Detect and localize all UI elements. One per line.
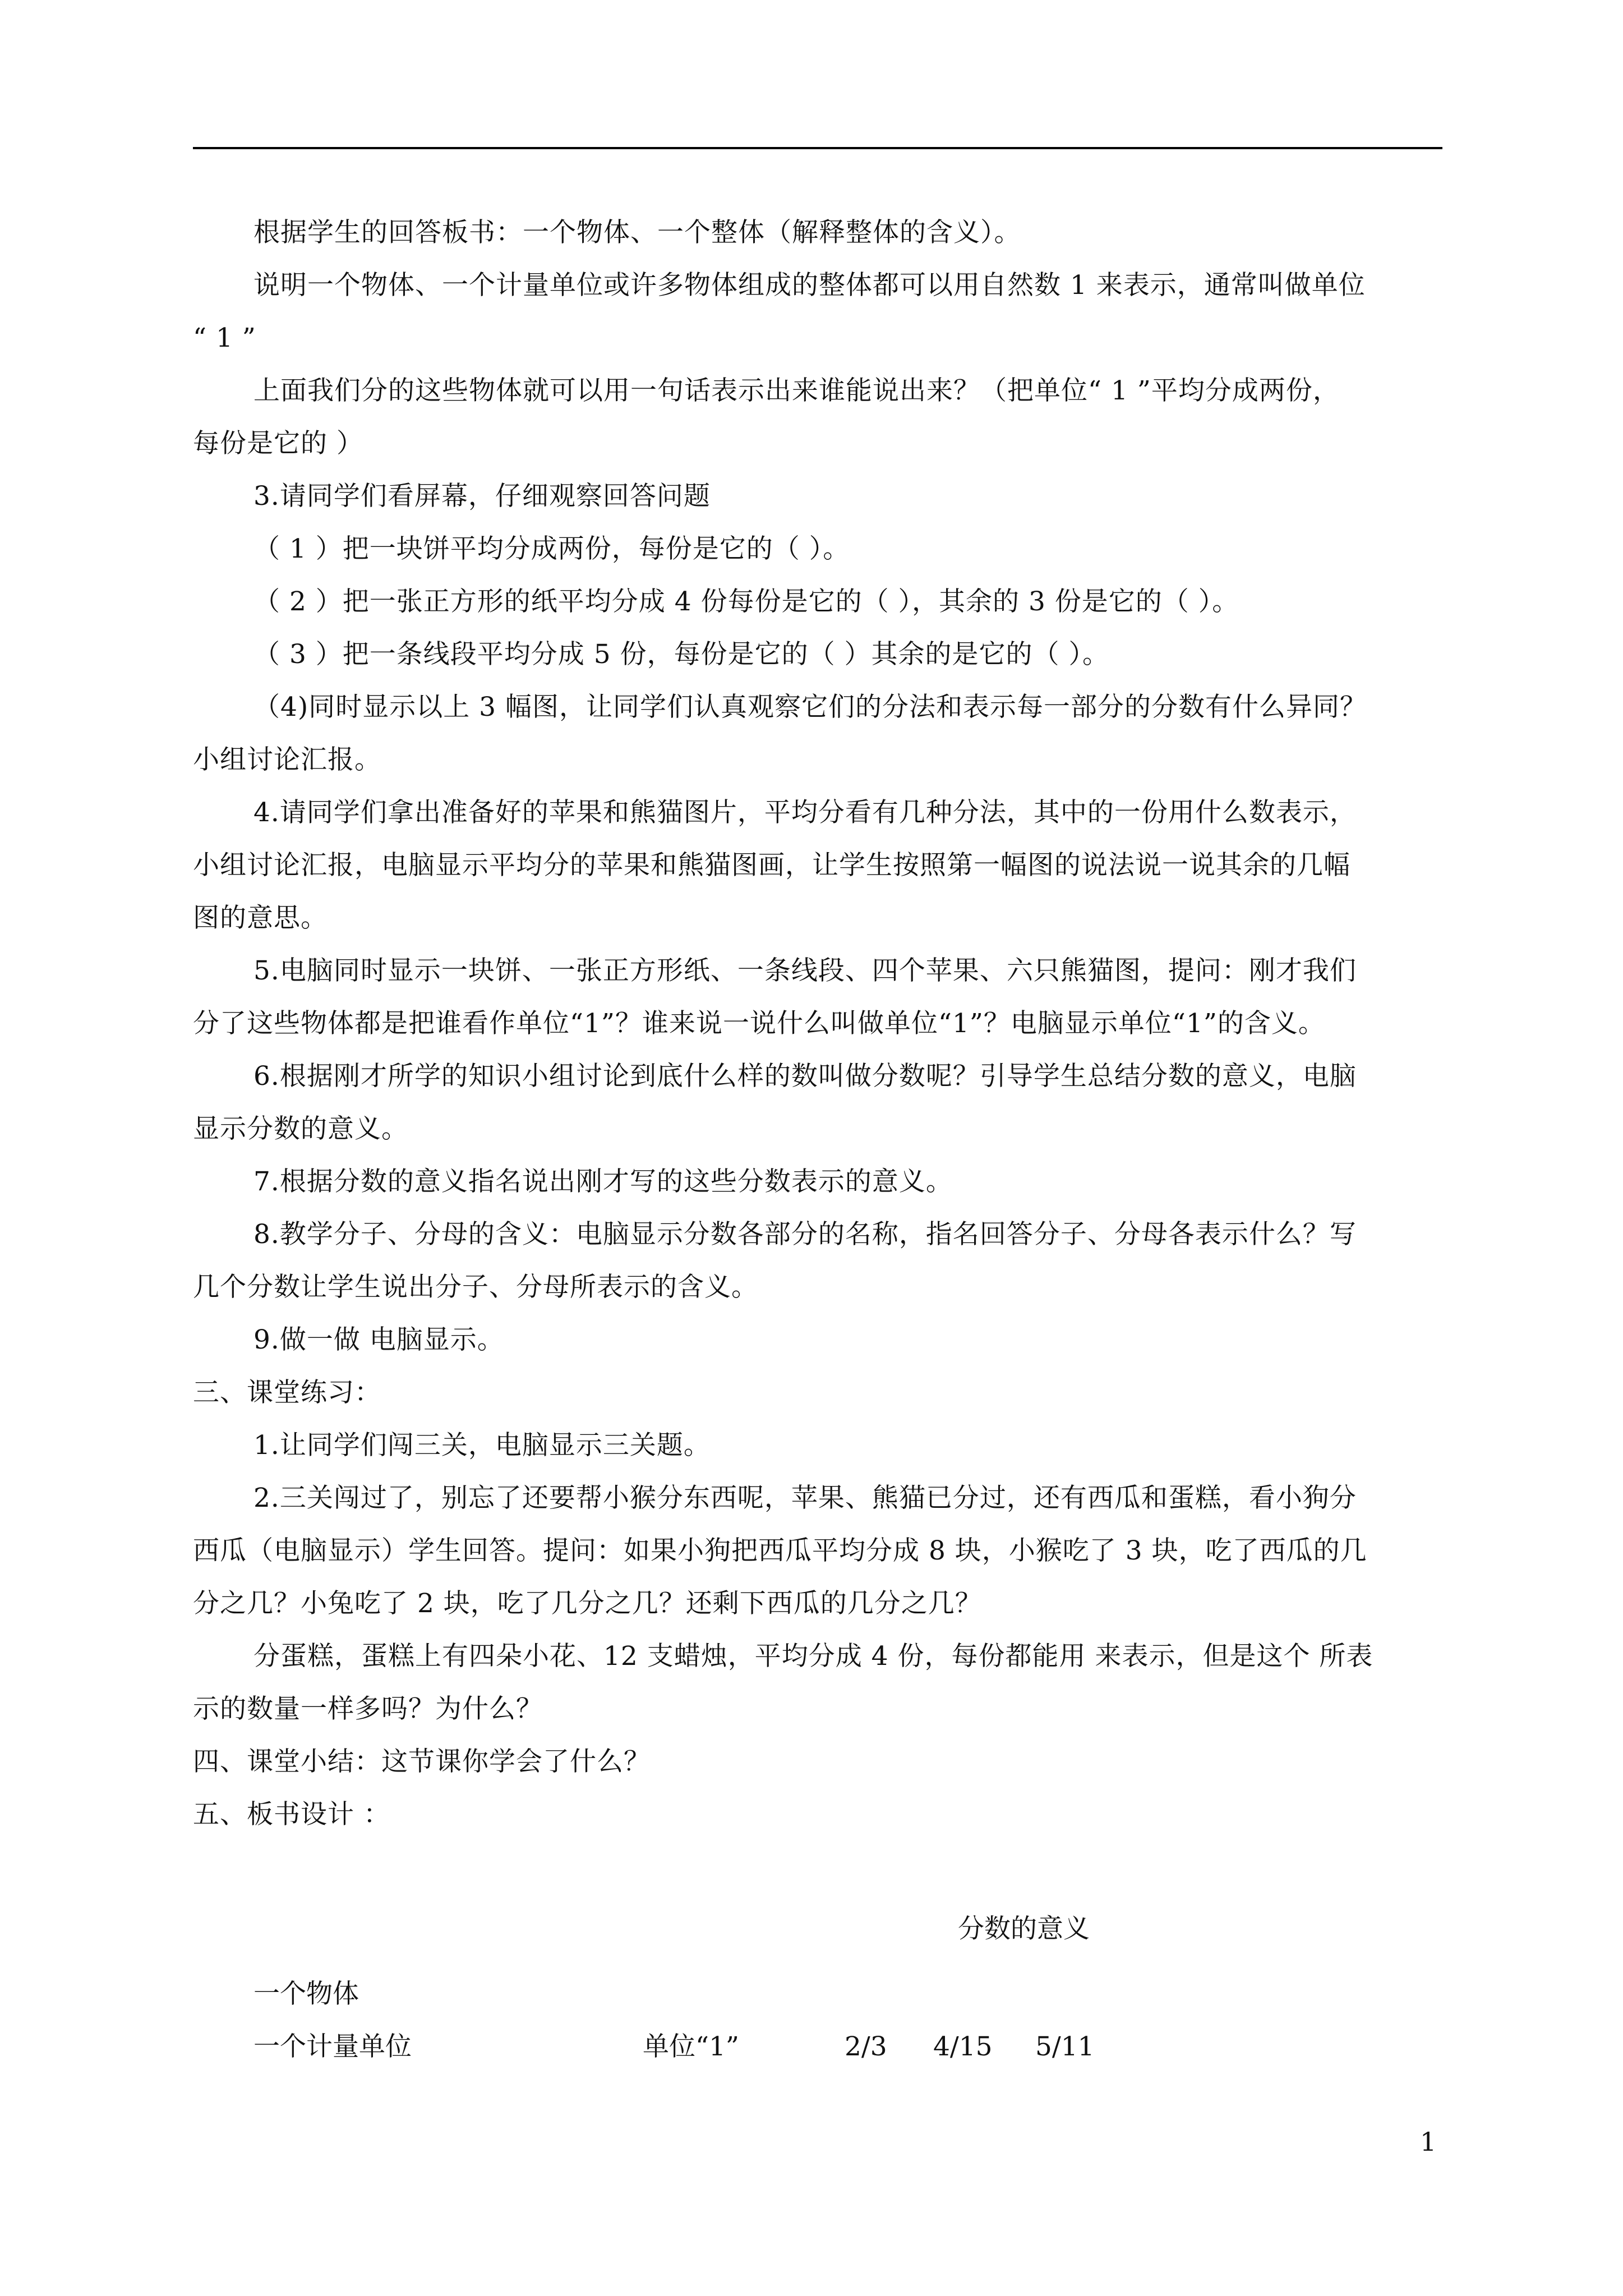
document-body bbox=[193, 206, 1442, 1841]
board-row-object: 一个物体 bbox=[253, 1978, 359, 2009]
step-6: 6.根据刚才所学的知识小组讨论到底什么样的数叫做分数呢？引导学生总结分数的意义，电脑 bbox=[253, 1061, 1357, 1092]
step-8: 8.教学分子、分母的含义：电脑显示分数各部分的名称，指名回答分子、分母各表示什么？写 bbox=[253, 1219, 1357, 1250]
board-title: 分数的意义 bbox=[958, 1913, 1090, 1944]
paragraph-continuation: “ 1 ” bbox=[193, 323, 256, 353]
paragraph-continuation: 小组讨论汇报。 bbox=[193, 744, 381, 775]
question-4: （4)同时显示以上 3 幅图，让同学们认真观察它们的分法和表示每一部分的分数有什么异同？ bbox=[253, 692, 1367, 723]
paragraph-continuation: 显示分数的意义。 bbox=[193, 1114, 408, 1144]
paragraph: 根据学生的回答板书：一个物体、一个整体（解释整体的含义）。 bbox=[253, 217, 1021, 248]
question-2: （ 2 ）把一张正方形的纸平均分成 4 份每份是它的（ ），其余的 3 份是它的（ ）。 bbox=[253, 586, 1239, 617]
paragraph: 上面我们分的这些物体就可以用一句话表示出来谁能说出来？（把单位“ 1 ”平均分成两份， bbox=[253, 375, 1340, 406]
paragraph-continuation: 小组讨论汇报，电脑显示平均分的苹果和熊猫图画，让学生按照第一幅图的说法说一说其余的几幅 bbox=[193, 850, 1350, 881]
question-3: （ 3 ）把一条线段平均分成 5 份，每份是它的（ ）其余的是它的（ ）。 bbox=[253, 639, 1109, 670]
paragraph-continuation: 示的数量一样多吗？为什么？ bbox=[193, 1694, 543, 1724]
step-5: 5.电脑同时显示一块饼、一张正方形纸、一条线段、四个苹果、六只熊猫图，提问：刚才我们 bbox=[253, 955, 1357, 986]
practice-2: 2.三关闯过了，别忘了还要帮小猴分东西呢，苹果、熊猫已分过，还有西瓜和蛋糕，看小狗分 bbox=[253, 1483, 1357, 1513]
step-3-heading: 3.请同学们看屏幕，仔细观察回答问题 bbox=[253, 481, 711, 512]
section-heading-practice: 三、课堂练习： bbox=[193, 1377, 381, 1408]
question-1: （ 1 ）把一块饼平均分成两份，每份是它的（ ）。 bbox=[253, 533, 850, 564]
paragraph-continuation: 分了这些物体都是把谁看作单位“1”？谁来说一说什么叫做单位“1”？电脑显示单位“1”的含义。 bbox=[193, 1008, 1325, 1039]
board-fraction: 5/11 bbox=[1035, 2031, 1095, 2062]
paragraph-continuation: 分之几？小兔吃了 2 块，吃了几分之几？还剩下西瓜的几分之几？ bbox=[193, 1588, 982, 1619]
board-fraction: 4/15 bbox=[933, 2031, 993, 2062]
section-heading-summary: 四、课堂小结：这节课你学会了什么？ bbox=[193, 1746, 651, 1777]
board-unit-one: 单位“1” bbox=[643, 2031, 739, 2062]
paragraph-continuation: 图的意思。 bbox=[193, 903, 328, 933]
practice-1: 1.让同学们闯三关，电脑显示三关题。 bbox=[253, 1430, 711, 1461]
header-rule bbox=[193, 147, 1442, 149]
board-fraction: 2/3 bbox=[845, 2031, 887, 2062]
paragraph: 说明一个物体、一个计量单位或许多物体组成的整体都可以用自然数 1 来表示，通常叫做单位 bbox=[253, 270, 1366, 301]
paragraph-continuation: 西瓜（电脑显示）学生回答。提问：如果小狗把西瓜平均分成 8 块，小猴吃了 3 块，吃了西瓜的几 bbox=[193, 1535, 1367, 1566]
section-heading-board-design: 五、板书设计 ： bbox=[193, 1799, 390, 1830]
paragraph-continuation: 每份是它的 ） bbox=[193, 428, 363, 459]
step-7: 7.根据分数的意义指名说出刚才写的这些分数表示的意义。 bbox=[253, 1166, 953, 1197]
page-number: 1 bbox=[1420, 2127, 1437, 2157]
cake-paragraph: 分蛋糕，蛋糕上有四朵小花、12 支蜡烛，平均分成 4 份，每份都能用 来表示，但是这个 所表 bbox=[253, 1641, 1373, 1672]
board-row-unit-of-measure: 一个计量单位 bbox=[253, 2031, 412, 2062]
step-4: 4.请同学们拿出准备好的苹果和熊猫图片，平均分看有几种分法，其中的一份用什么数表示， bbox=[253, 797, 1357, 828]
paragraph-continuation: 几个分数让学生说出分子、分母所表示的含义。 bbox=[193, 1272, 758, 1303]
step-9: 9.做一做 电脑显示。 bbox=[253, 1324, 504, 1355]
